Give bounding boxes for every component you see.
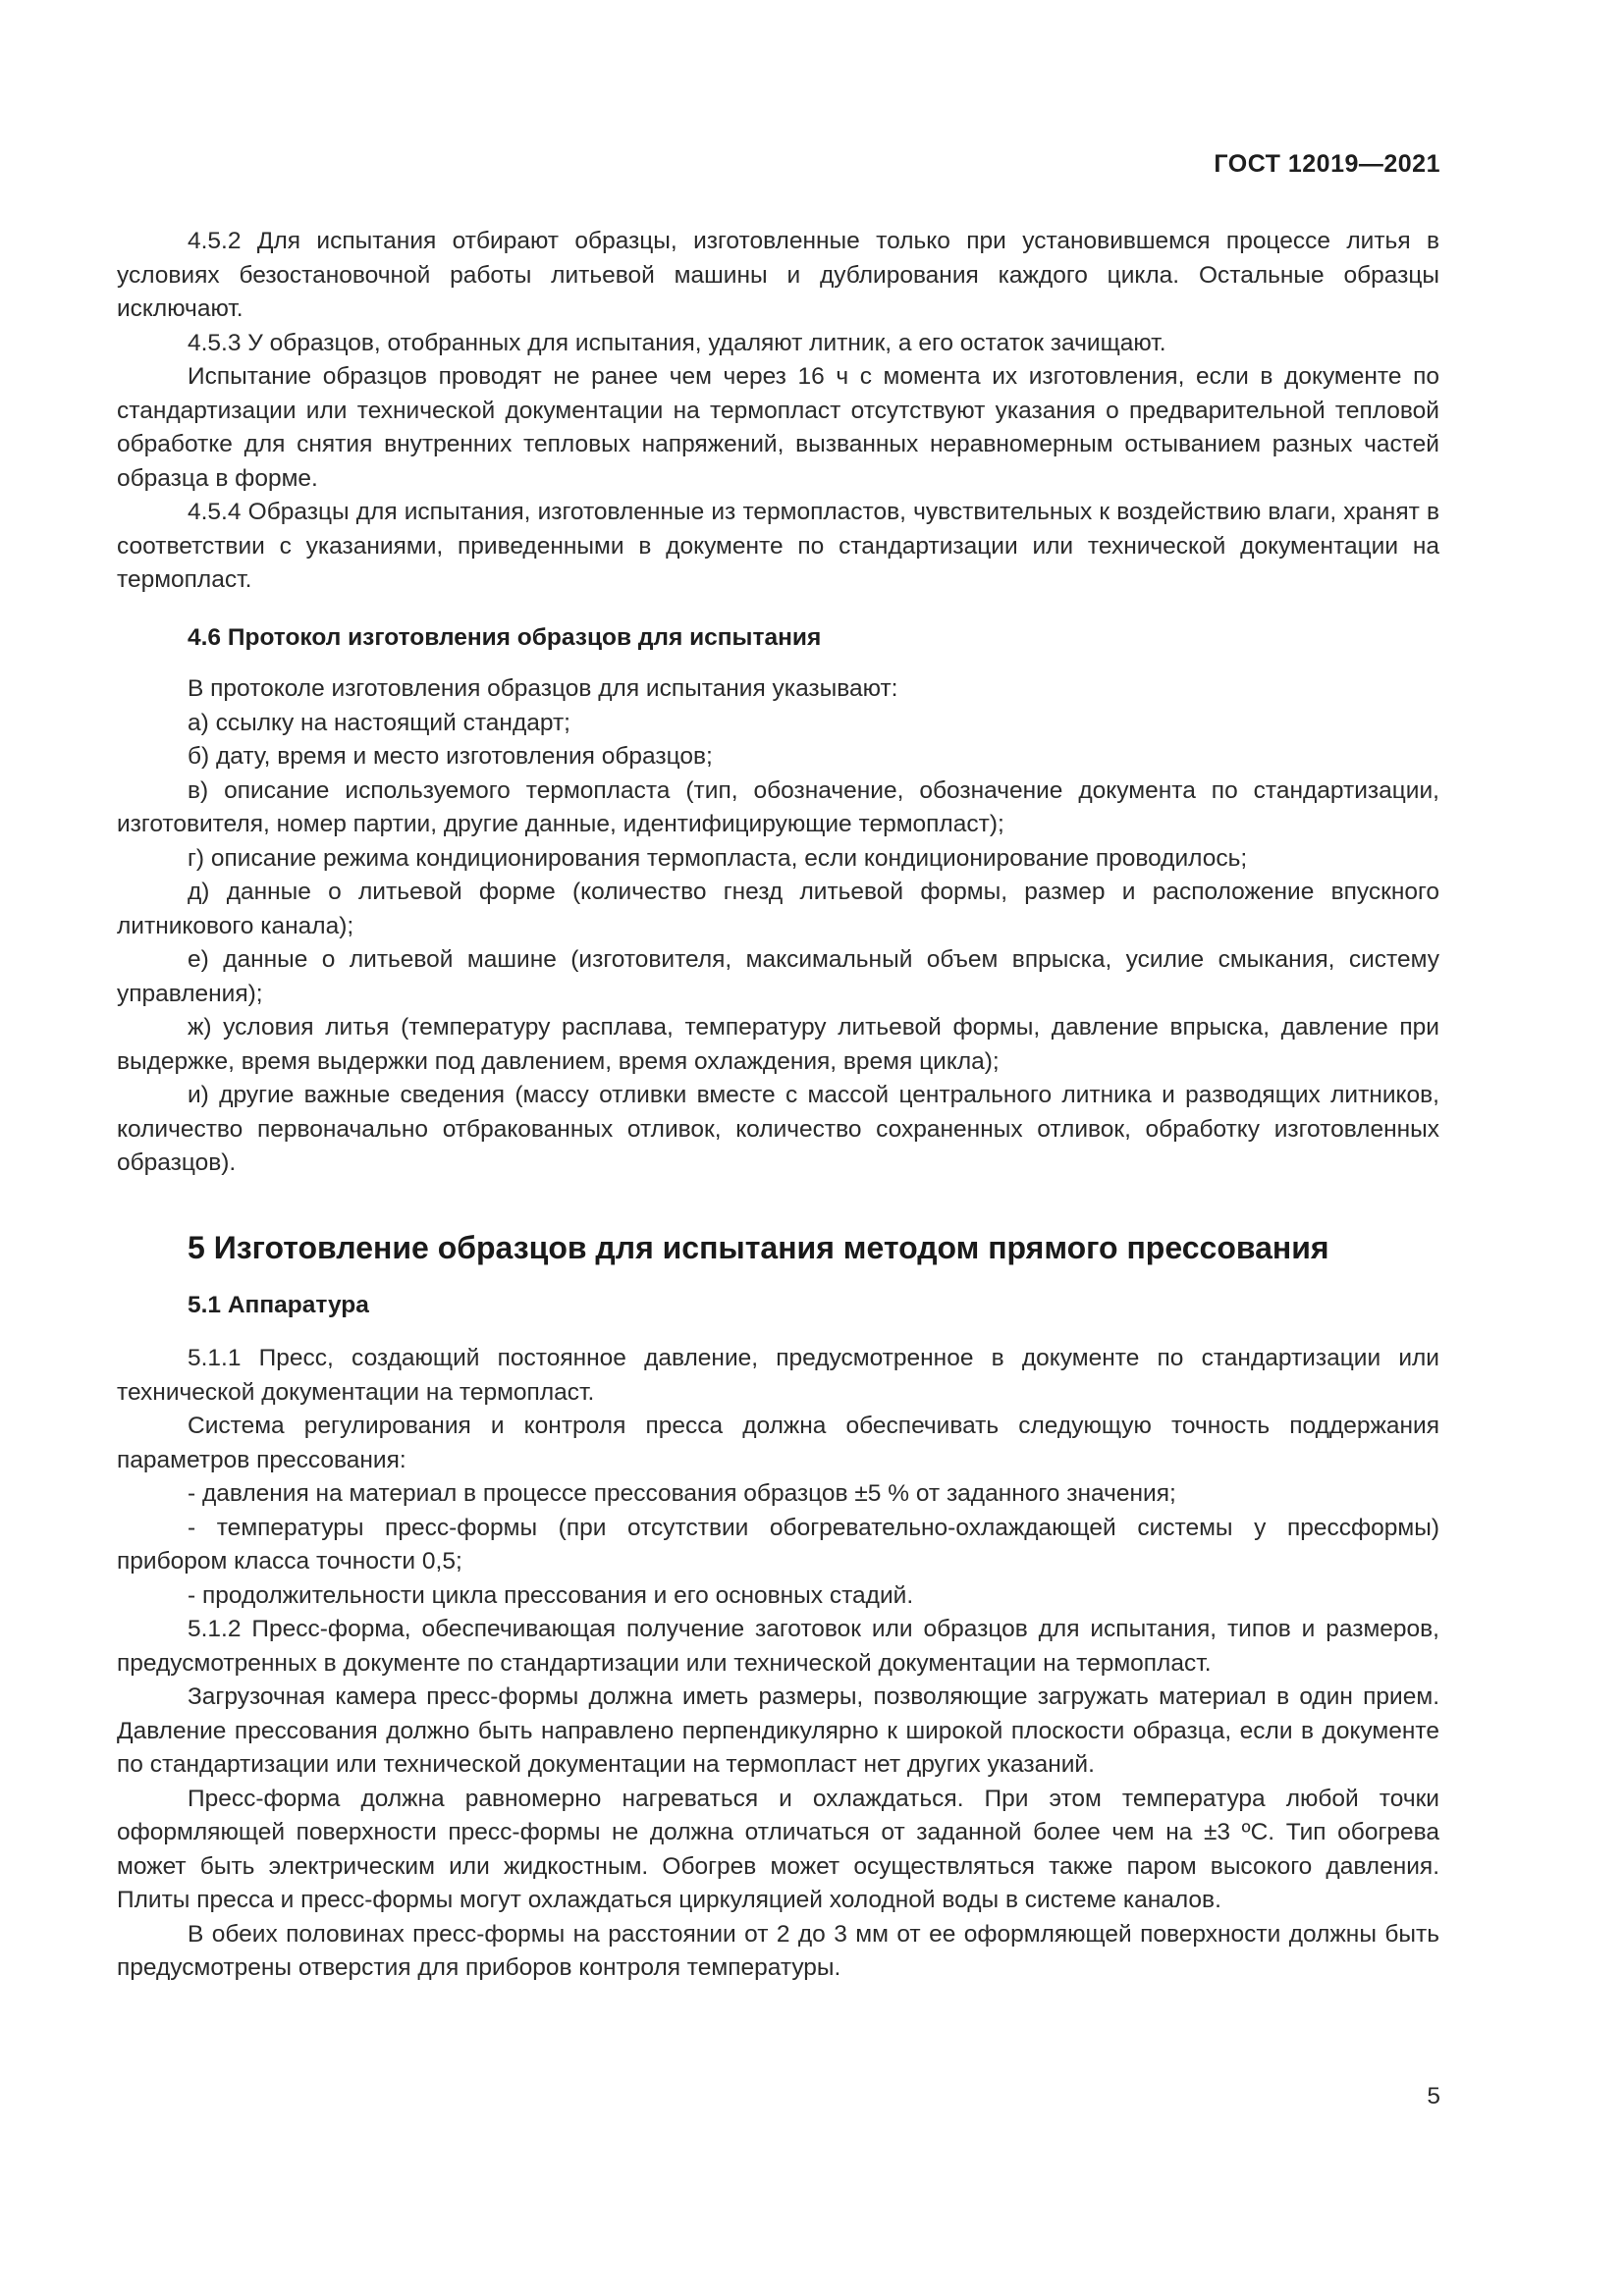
list-item-e: е) данные о литьевой машине (изготовителя, максимальный объем впрыска, усилие смыкания, систему управления); xyxy=(117,946,1439,1007)
list-item-g: г) описание режима кондиционирования термопласта, если кондиционирование проводилось; xyxy=(188,844,1248,872)
paragraph-5-1-2: 5.1.2 Пресс-форма, обеспечивающая получение заготовок или образцов для испытания, типов и размеров, предусмотренных в документе по стандартизации или технической документации на термопласт. xyxy=(117,1616,1439,1677)
paragraph-5-1-1: 5.1.1 Пресс, создающий постоянное давление, предусмотренное в документе по стандартизации или технической документации на термопласт. xyxy=(117,1345,1439,1406)
paragraph-loading-chamber: Загрузочная камера пресс-формы должна иметь размеры, позволяющие загружать материал в один прием. Давление прессования должно быть направлено перпендикулярно к широкой плоскости образца, если в документе по стандартизации или технической документации на термопласт нет других указаний. xyxy=(117,1683,1439,1778)
list-item-d: д) данные о литьевой форме (количество гнезд литьевой формы, размер и расположение впускного литникового канала); xyxy=(117,879,1439,939)
paragraph-holes: В обеих половинах пресс-формы на расстоянии от 2 до 3 мм от ее оформляющей поверхности должны быть предусмотрены отверстия для приборов контроля температуры. xyxy=(117,1920,1439,1981)
paragraph-4-6-intro: В протоколе изготовления образцов для испытания указывают: xyxy=(188,675,898,702)
document-standard-id: ГОСТ 12019—2021 xyxy=(1214,150,1440,178)
heading-section-5: 5 Изготовление образцов для испытания методом прямого прессования xyxy=(188,1229,1329,1265)
list-item-duration: - продолжительности цикла прессования и его основных стадий. xyxy=(188,1581,914,1609)
heading-5-1: 5.1 Аппаратура xyxy=(188,1291,369,1318)
list-item-b: б) дату, время и место изготовления образцов; xyxy=(188,743,713,770)
paragraph-press-control: Система регулирования и контроля пресса должна обеспечивать следующую точность поддержания параметров прессования: xyxy=(117,1413,1439,1473)
page-body xyxy=(117,225,1439,1986)
list-item-i: и) другие важные сведения (массу отливки вместе с массой центрального литника и разводящих литников, количество первоначально отбракованных отливок, количество сохраненных отливок, обработку изготовленных образцов). xyxy=(117,1082,1439,1176)
list-item-v: в) описание используемого термопласта (тип, обозначение, обозначение документа по стандартизации, изготовителя, номер партии, другие данные, идентифицирующие термопласт); xyxy=(117,776,1439,837)
list-item-pressure: - давления на материал в процессе прессования образцов ±5 % от заданного значения; xyxy=(188,1480,1176,1507)
paragraph-4-5-3: 4.5.3 У образцов, отобранных для испытания, удаляют литник, а его остаток зачищают. xyxy=(188,329,1166,356)
paragraph-heating: Пресс-форма должна равномерно нагреваться и охлаждаться. При этом температура любой точки оформляющей поверхности пресс-формы не должна отличаться от заданной более чем на ±3 ºС. Тип обогрева может быть электрическим или жидкостным. Обогрев может осуществляться также паром высокого давления. Плиты пресса и пресс-формы могут охлаждаться циркуляцией холодной воды в системе каналов. xyxy=(117,1785,1439,1913)
paragraph-4-5-3-testing: Испытание образцов проводят не ранее чем через 16 ч с момента их изготовления, если в документе по стандартизации или технической документации на термопласт отсутствуют указания о предварительной тепловой обработке для снятия внутренних тепловых напряжений, вызванных неравномерным остыванием разных частей образца в форме. xyxy=(117,363,1439,492)
list-item-zh: ж) условия литья (температуру расплава, температуру литьевой формы, давление впрыска, давление при выдержке, время выдержки под давлением, время охлаждения, время цикла); xyxy=(117,1014,1439,1075)
paragraph-4-5-2: 4.5.2 Для испытания отбирают образцы, изготовленные только при установившемся процессе литья в условиях безостановочной работы литьевой машины и дублирования каждого цикла. Остальные образцы исключают. xyxy=(117,228,1439,322)
heading-4-6: 4.6 Протокол изготовления образцов для испытания xyxy=(188,623,822,651)
list-item-a: а) ссылку на настоящий стандарт; xyxy=(188,709,570,736)
page-number: 5 xyxy=(1427,2083,1440,2109)
paragraph-4-5-4: 4.5.4 Образцы для испытания, изготовленные из термопластов, чувствительных к воздействию влаги, хранят в соответствии с указаниями, приведенными в документе по стандартизации или технической документации на термопласт. xyxy=(117,499,1439,593)
list-item-temperature: - температуры пресс-формы (при отсутствии обогревательно-охлаждающей системы у прессформы) прибором класса точности 0,5; xyxy=(117,1514,1439,1575)
